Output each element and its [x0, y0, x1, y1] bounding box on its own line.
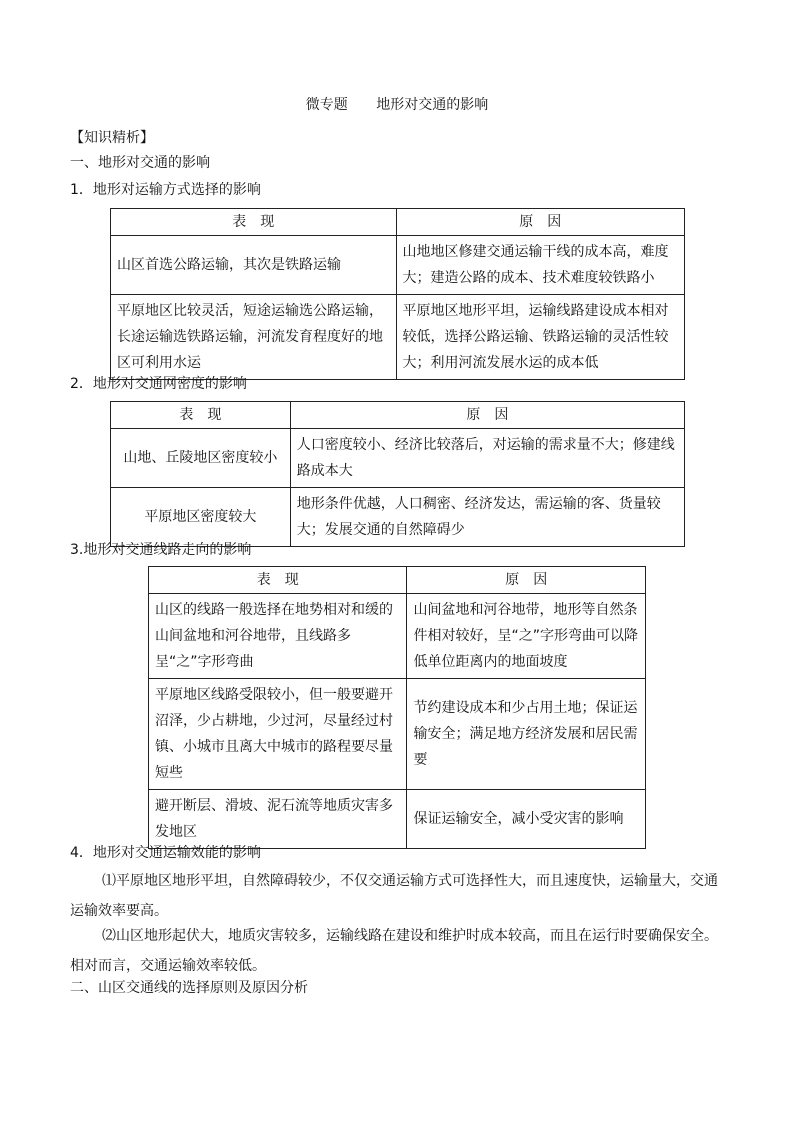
- table-header-row: [111, 209, 685, 236]
- table-cell: 山区首选公路运输，其次是铁路运输: [111, 236, 397, 295]
- column-header: 原 因: [407, 567, 646, 594]
- table-transport-mode: [110, 208, 685, 380]
- column-header: 表 现: [111, 209, 397, 236]
- table-row: [149, 790, 646, 849]
- table-row: [111, 236, 685, 295]
- sub2-heading: 2．地形对交通网密度的影响: [70, 376, 247, 392]
- table-row: [111, 295, 685, 380]
- table-cell: 平原地区比较灵活，短途运输选公路运输，长途运输选铁路运输，河流发育程度好的地区可利用水运: [111, 295, 397, 380]
- table-cell: 平原地区线路受限较小，但一般要避开沼泽，少占耕地，少过河，尽量经过村镇、小城市且离大中城市的路程要尽量短些: [149, 679, 407, 790]
- table-header-row: [111, 402, 685, 429]
- table-route-direction: [148, 566, 646, 849]
- sub3-heading: 3.地形对交通线路走向的影响: [70, 542, 252, 558]
- table-cell: 人口密度较小、经济比较落后，对运输的需求量不大；修建线路成本大: [290, 429, 684, 488]
- table-cell: 保证运输安全，减小受灾害的影响: [407, 790, 646, 849]
- table-cell: 山间盆地和河谷地带，地形等自然条件相对较好，呈“之”字形弯曲可以降低单位距离内的地面坡度: [407, 594, 646, 679]
- table-cell: 山地、丘陵地区密度较小: [111, 429, 291, 488]
- column-header: 表 现: [111, 402, 291, 429]
- paragraph: ⑴平原地区地形平坦，自然障碍较少，不仅交通运输方式可选择性大，而且速度快，运输量大，交通运输效率要高。: [70, 873, 718, 919]
- part1-heading: 一、地形对交通的影响: [70, 155, 210, 171]
- sub4-heading: 4．地形对交通运输效能的影响: [70, 845, 261, 861]
- table-row: [149, 594, 646, 679]
- table-cell: 节约建设成本和少占用土地；保证运输安全；满足地方经济发展和居民需要: [407, 679, 646, 790]
- sub1-heading: 1．地形对运输方式选择的影响: [70, 182, 261, 198]
- paragraph: ⑵山区地形起伏大，地质灾害较多，运输线路在建设和维护时成本较高，而且在运行时要确保安全。相对而言，交通运输效率较低。: [70, 928, 718, 974]
- table-cell: 避开断层、滑坡、泥石流等地质灾害多发地区: [149, 790, 407, 849]
- table-row: [111, 488, 685, 547]
- page-title: [0, 94, 794, 114]
- part2-heading: 二、山区交通线的选择原则及原因分析: [70, 980, 308, 996]
- table-network-density: [110, 401, 685, 547]
- table-row: [149, 679, 646, 790]
- table-cell: 平原地区地形平坦，运输线路建设成本相对较低，选择公路运输、铁路运输的灵活性较大；利用河流发展水运的成本低: [396, 295, 685, 380]
- title-text: 地形对交通的影响: [376, 97, 489, 113]
- title-label: 微专题: [305, 97, 348, 113]
- table-cell: 地形条件优越，人口稠密、经济发达，需运输的客、货量较大；发展交通的自然障碍少: [290, 488, 684, 547]
- column-header: 表 现: [149, 567, 407, 594]
- section-tag: 【知识精析】: [70, 130, 154, 146]
- table-cell: 山区的线路一般选择在地势相对和缓的山间盆地和河谷地带，且线路多呈“之”字形弯曲: [149, 594, 407, 679]
- table-row: [111, 429, 685, 488]
- table-cell: 平原地区密度较大: [111, 488, 291, 547]
- column-header: 原 因: [396, 209, 685, 236]
- column-header: 原 因: [290, 402, 684, 429]
- table-header-row: [149, 567, 646, 594]
- table-cell: 山地地区修建交通运输干线的成本高，难度大；建造公路的成本、技术难度较铁路小: [396, 236, 685, 295]
